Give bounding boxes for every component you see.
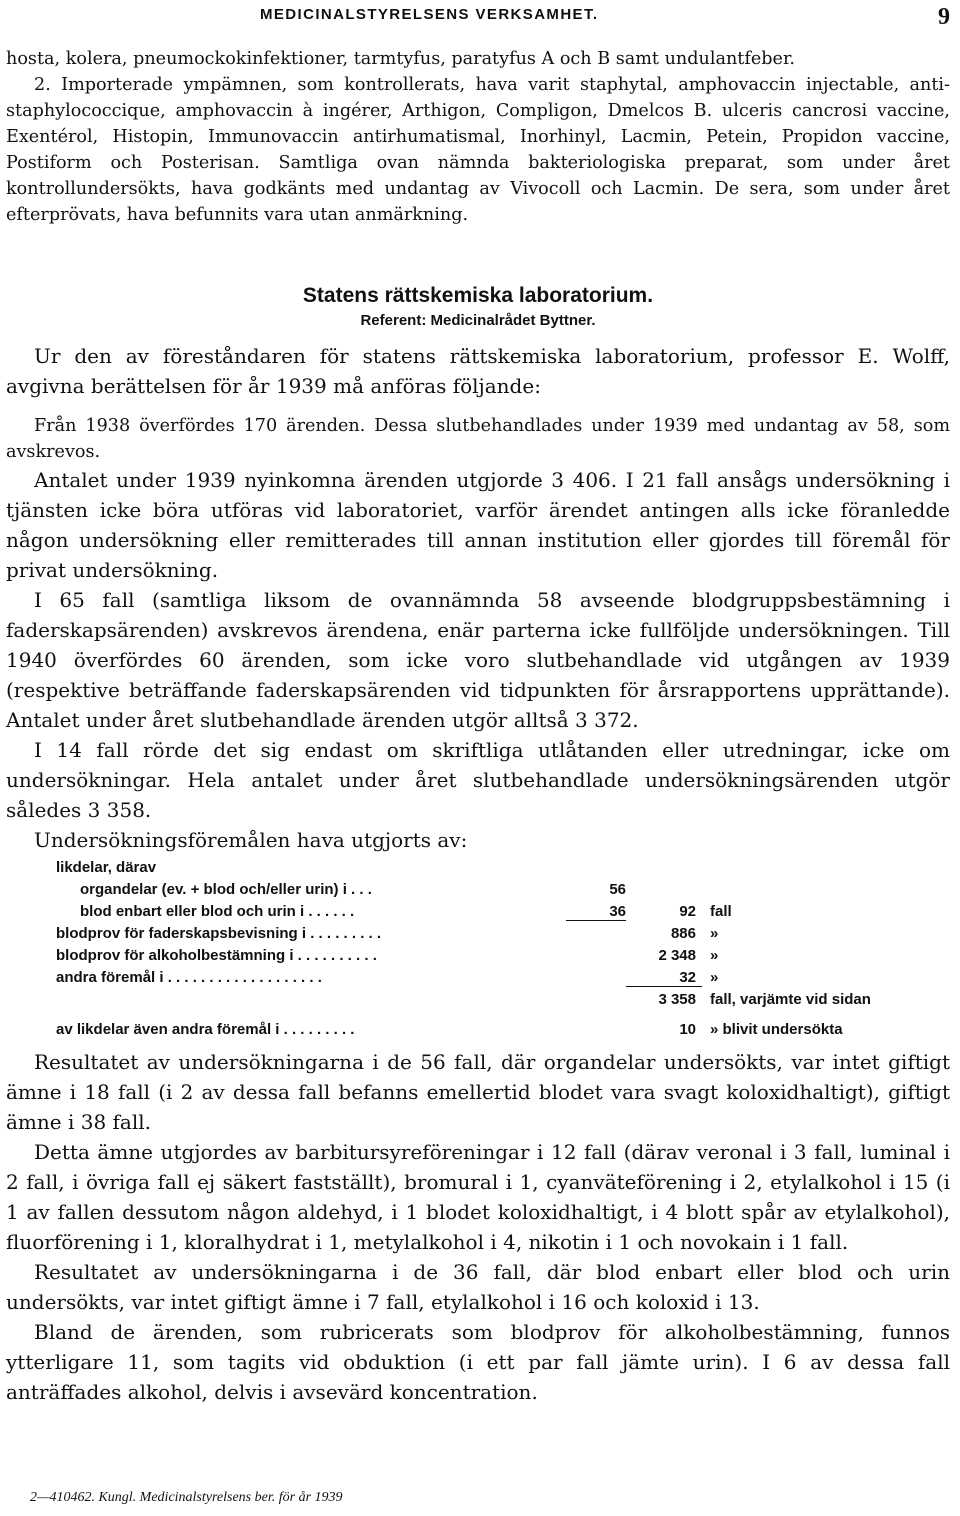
page-footer: 2—410462. Kungl. Medicinalstyrelsens ber. för år 1939: [30, 1490, 343, 1505]
paragraph: Undersökningsföremålen hava utgjorts av:: [34, 828, 468, 852]
paragraph: Resultatet av undersökningarna i de 56 fall, där organdelar undersökts, var intet giftigt ämne i 18 fall (i 2 av dessa fall befanns emellertid blodet vara svagt koloxidhaltigt), giftigt ämne i 38 fall.: [6, 1050, 950, 1134]
running-head: MEDICINALSTYRELSENS VERKSAMHET.: [260, 6, 599, 23]
list-count: 92: [679, 903, 696, 920]
section-referent: Referent: Medicinalrådet Byttner.: [360, 312, 596, 329]
list-note: » blivit undersökta: [710, 1021, 843, 1038]
paragraph: Antalet under 1939 nyinkomna ärenden utgjorde 3 406. I 21 fall ansågs undersökning i tjänsten icke böra utföras vid laboratoriet, varför ärendet antingen alls icke föranledde någon undersökning eller remitterades till annan institution eller gjordes till föremål för privat undersökning.: [6, 468, 950, 582]
paragraph: Bland de ärenden, som rubricerats som blodprov för alkoholbestämning, funnos ytterligare 11, som tagits vid obduktion (i ett par fall jämte urin). I 6 av dessa fall anträffades alkohol, delvis i avsevärd koncentration.: [6, 1320, 950, 1404]
list-row: [56, 925, 950, 947]
list-note: »: [710, 925, 719, 942]
list-row: [56, 903, 950, 925]
list-subcount: 56: [609, 881, 626, 898]
paragraph: I 14 fall rörde det sig endast om skriftliga utlåtanden eller utredningar, icke om undersökningar. Hela antalet under året slutbehandlade undersökningsärenden utgör således 3 358.: [6, 738, 950, 822]
examination-list: [56, 859, 950, 1043]
list-count: 2 348: [658, 947, 696, 964]
page-number: 9: [938, 4, 950, 30]
list-total: 3 358: [658, 991, 696, 1008]
list-note: »: [710, 947, 719, 964]
list-heading: likdelar, därav: [56, 859, 157, 876]
list-row: [56, 947, 950, 969]
section-title: Statens rättskemiska laboratorium.: [302, 284, 654, 307]
paragraph: Från 1938 överfördes 170 ärenden. Dessa slutbehandlades under 1939 med undantag av 58, som avskrevos.: [6, 416, 950, 462]
paragraph: I 65 fall (samtliga liksom de ovannämnda 58 avseende blodgruppsbestämning i faderskapsärenden) avskrevos ärendena, enär parterna icke fullföljde undersökningen. Till 1940 överfördes 60 ärenden, som icke voro slutbehandlade vid utgången av 1939 (respektive beträffande faderskapsärenden vid tidpunkten för årsrapportens upprättande). Antalet under året slutbehandlade ärenden utgör alltså 3 372.: [6, 588, 950, 732]
body-text: [6, 46, 950, 1407]
list-label: organdelar (ev. + blod och/eller urin) i . . .: [80, 881, 372, 898]
list-extra-row: [56, 1021, 950, 1043]
page-header: [0, 4, 960, 28]
list-label: av likdelar även andra föremål i . . . . . . . . .: [56, 1021, 355, 1038]
list-heading-row: [56, 859, 950, 881]
list-row: [56, 969, 950, 991]
list-label: andra föremål i . . . . . . . . . . . . . . . . . . .: [56, 969, 322, 986]
paragraph: Ur den av föreståndaren för statens rättskemiska laboratorium, professor E. Wolff, avgivna berättelsen för år 1939 må anföras följande:: [6, 344, 950, 398]
list-count: 32: [626, 969, 702, 987]
list-subcount: 36: [566, 903, 626, 921]
list-count: 10: [679, 1021, 696, 1038]
paragraph: Resultatet av undersökningarna i de 36 fall, där blod enbart eller blod och urin undersökts, var intet giftigt ämne i 7 fall, etylalkohol i 16 och koloxid i 13.: [6, 1260, 950, 1314]
list-note: fall: [710, 903, 732, 920]
list-total-row: [56, 991, 950, 1021]
list-label: blodprov för faderskapsbevisning i . . . . . . . . .: [56, 925, 382, 942]
list-count: 886: [670, 925, 696, 942]
list-total-note: fall, varjämte vid sidan: [710, 991, 871, 1008]
paragraph-gap: [6, 401, 950, 413]
list-note: »: [710, 969, 719, 986]
intro-paragraph-2: 2. Importerade ympämnen, som kontrollerats, hava varit staphytal, amphovaccin injectable, anti-staphylococcique, amphovaccin à ingérer, Arthigon, Compligon, Dmelcos B. ulceris cancrosi vaccine, Exentérol, Histopin, Immunovaccin antirhumatismal, Inorhinyl, Lacmin, Petein, Propidon vaccine, Postiform och Posterisan. Samtliga ovan nämnda bakteriologiska preparat, som under året kontrollundersökts, hava godkänts med undantag av Vivocoll och Lacmin. De sera, som under året efterprövats, hava befunnits vara utan anmärkning.: [6, 75, 950, 225]
list-row: [56, 881, 950, 903]
paragraph: Detta ämne utgjordes av barbitursyreföreningar i 12 fall (därav veronal i 3 fall, luminal i 2 fall, i övriga fall ej säkert fastställt), bromural i 1, cyanväteförening i 2, etylalkohol i 15 (i 1 av fallen dessutom någon aldehyd, i 1 blodet koloxidhaltigt, i 4 blott spår av etylalkohol), fluorförening i 1, kloralhydrat i 1, metylalkohol i 4, nikotin i 1 och novokain i 1 fall.: [6, 1140, 950, 1254]
list-label: blodprov för alkoholbestämning i . . . . . . . . . .: [56, 947, 377, 964]
list-label: blod enbart eller blod och urin i . . . . . .: [80, 903, 355, 920]
intro-paragraph-1: hosta, kolera, pneumockokinfektioner, tarmtyfus, paratyfus A och B samt undulantfeber.: [6, 49, 796, 69]
